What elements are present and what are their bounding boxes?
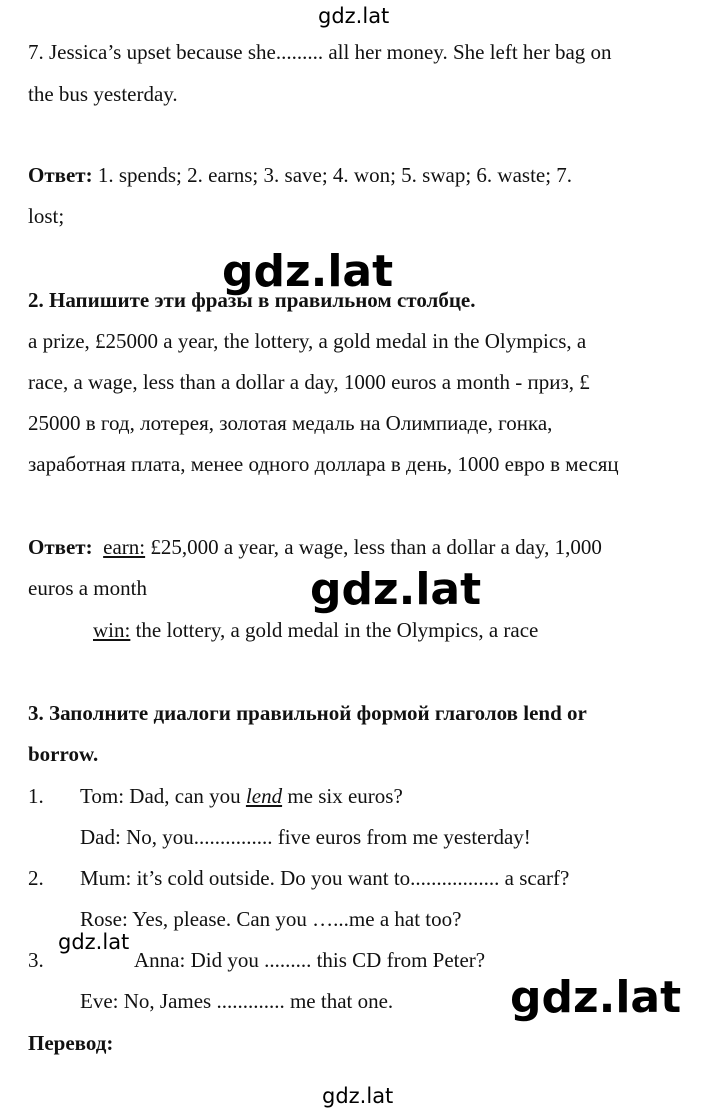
win-text: the lottery, a gold medal in the Olympics, a race [130, 618, 539, 642]
dialogue-3-line-b: Eve: No, James ............. me that one. [80, 989, 394, 1013]
answer-label: Ответ: [28, 535, 93, 559]
ex2-heading: 2. Напишите эти фразы в правильном столбце. [28, 288, 476, 312]
dialogue-2-line-b: Rose: Yes, please. Can you …...me a hat too? [80, 907, 462, 931]
ex2-text-line2: race, a wage, less than a dollar a day, 1000 euros a month - приз, £ [28, 370, 590, 394]
dialogue-1-example-word: lend [245, 784, 283, 808]
dialogue-1-a-post: me six euros? [282, 784, 403, 808]
watermark-mid2: gdz.lat [310, 564, 482, 615]
dialogue-1-a-pre: Tom: Dad, can you [80, 784, 246, 808]
ex3-heading-line1: 3. Заполните диалоги правильной формой глаголов lend or [28, 701, 587, 725]
win-label: win: [93, 618, 131, 642]
answer-label: Ответ: [28, 163, 93, 187]
ex3-heading-line2: borrow. [28, 742, 99, 766]
watermark-big-bottom-right: gdz.lat [510, 972, 682, 1023]
earn-text: £25,000 a year, a wage, less than a dollar a day, 1,000 [145, 535, 602, 559]
ex2-text-line3: 25000 в год, лотерея, золотая медаль на Олимпиаде, гонка, [28, 411, 553, 435]
watermark-small-left: gdz.lat [58, 930, 130, 954]
dialogue-3-line-a: Anna: Did you ......... this CD from Peter? [134, 948, 486, 972]
answer-text: 1. spends; 2. earns; 3. save; 4. won; 5. swap; 6. waste; 7. [92, 163, 573, 187]
ex2-text-line4: заработная плата, менее одного доллара в день, 1000 евро в месяц [28, 452, 619, 476]
ex2-answer-line2: euros a month [28, 576, 147, 600]
dialogue-1-number: 1. [28, 784, 44, 808]
watermark-bottom: gdz.lat [322, 1084, 394, 1108]
translation-label: Перевод: [28, 1031, 114, 1055]
dialogue-1-line-a [80, 786, 403, 807]
earn-label: earn: [103, 535, 146, 559]
ex2-answer-line1 [28, 537, 602, 558]
dialogue-1-line-b: Dad: No, you............... five euros from me yesterday! [80, 825, 531, 849]
ex1-item7-line1: 7. Jessica’s upset because she......... all her money. She left her bag on [28, 40, 612, 64]
dialogue-2-line-a: Mum: it’s cold outside. Do you want to................. a scarf? [80, 866, 570, 890]
ex1-answer-line2: lost; [28, 204, 65, 228]
ex2-win-line [93, 620, 538, 641]
watermark-mid1: gdz.lat [222, 246, 394, 297]
dialogue-2-number: 2. [28, 866, 44, 890]
dialogue-3-number: 3. [28, 948, 44, 972]
ex1-item7-line2: the bus yesterday. [28, 82, 178, 106]
ex1-answer-line1 [28, 165, 572, 186]
watermark-top: gdz.lat [318, 4, 390, 28]
ex2-text-line1: a prize, £25000 a year, the lottery, a gold medal in the Olympics, a [28, 329, 587, 353]
